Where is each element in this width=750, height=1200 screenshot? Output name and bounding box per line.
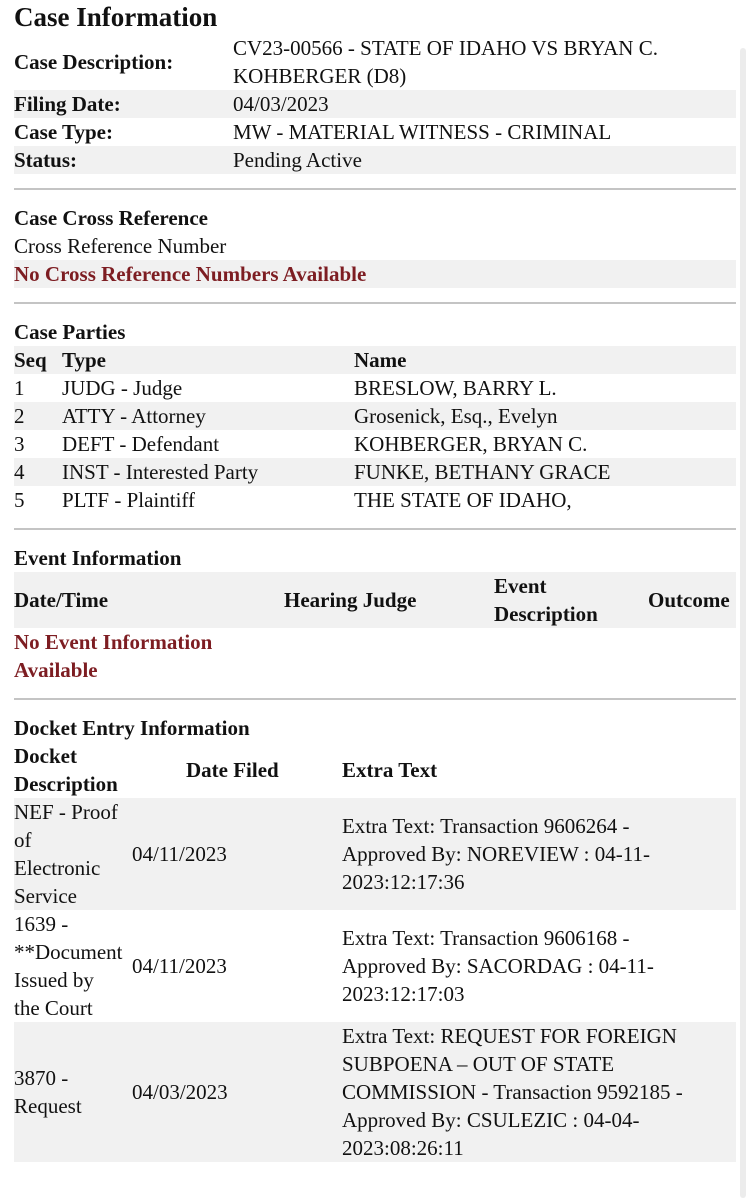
event-table — [14, 572, 736, 684]
docket-description-line: Electronic — [14, 856, 101, 880]
party-name: Grosenick, Esq., Evelyn — [354, 404, 558, 428]
cross-reference-heading: Case Cross Reference — [14, 206, 208, 230]
filing-date-label: Filing Date: — [14, 92, 121, 116]
case-description-value — [233, 34, 736, 90]
party-type: PLTF - Plaintiff — [62, 488, 196, 512]
section-divider — [14, 188, 736, 190]
party-seq: 3 — [14, 432, 25, 456]
case-description-line: CV23-00566 - STATE OF IDAHO VS BRYAN C. — [233, 36, 658, 60]
hearing-judge-column-header: Hearing Judge — [284, 588, 417, 612]
section-divider — [14, 302, 736, 304]
party-name: BRESLOW, BARRY L. — [354, 376, 557, 400]
extra-text-line: Approved By: CSULEZIC : 04-04- — [342, 1108, 640, 1132]
table-row — [14, 430, 736, 458]
party-seq: 5 — [14, 488, 25, 512]
table-row — [14, 486, 736, 514]
docket-description-header-line: Docket — [14, 744, 77, 768]
docket-description-line: the Court — [14, 996, 93, 1020]
table-row — [14, 402, 736, 430]
event-empty-line: No Event Information — [14, 630, 213, 654]
table-row — [14, 1022, 736, 1162]
docket-description-line: of — [14, 828, 32, 852]
case-description-label: Case Description: — [14, 50, 174, 74]
event-information-heading: Event Information — [14, 546, 182, 570]
case-detail-page — [14, 0, 736, 1162]
extra-text-line: 2023:12:17:03 — [342, 982, 465, 1006]
docket-description — [14, 1064, 132, 1120]
parties-header-row — [14, 346, 736, 374]
party-type: INST - Interested Party — [62, 460, 259, 484]
extra-text-line: 2023:08:26:11 — [342, 1136, 464, 1160]
filing-date-value: 04/03/2023 — [233, 92, 329, 116]
docket-description-line: Request — [14, 1094, 82, 1118]
section-divider — [14, 698, 736, 700]
case-information-heading: Case Information — [14, 2, 218, 32]
docket-date-filed: 04/11/2023 — [132, 842, 227, 866]
type-column-header: Type — [62, 348, 106, 372]
party-seq: 4 — [14, 460, 25, 484]
case-type-row — [14, 118, 736, 146]
case-description-row — [14, 34, 736, 90]
party-name: THE STATE OF IDAHO, — [354, 488, 572, 512]
docket-extra-text — [342, 1022, 736, 1162]
docket-date-filed: 04/11/2023 — [132, 954, 227, 978]
datetime-column-header: Date/Time — [14, 588, 109, 612]
status-row — [14, 146, 736, 174]
outcome-column-header: Outcome — [648, 588, 730, 612]
event-description-column-header — [494, 572, 648, 628]
docket-description-line: Service — [14, 884, 77, 908]
docket-description-line: Issued by — [14, 968, 94, 992]
docket-header-row — [14, 742, 736, 798]
cross-reference-column-header: Cross Reference Number — [14, 234, 227, 258]
date-filed-column-header: Date Filed — [186, 758, 279, 782]
section-divider — [14, 528, 736, 530]
party-seq: 1 — [14, 376, 25, 400]
party-seq: 2 — [14, 404, 25, 428]
extra-text-line: Extra Text: REQUEST FOR FOREIGN — [342, 1024, 677, 1048]
extra-text-line: Extra Text: Transaction 9606264 - — [342, 814, 630, 838]
docket-description-line: **Document — [14, 940, 123, 964]
extra-text-line: SUBPOENA – OUT OF STATE — [342, 1052, 615, 1076]
table-row — [14, 458, 736, 486]
cross-reference-empty-message: No Cross Reference Numbers Available — [14, 260, 736, 288]
name-column-header: Name — [354, 348, 407, 372]
docket-table — [14, 742, 736, 1162]
seq-column-header: Seq — [14, 348, 47, 372]
event-description-header-line: Event — [494, 574, 547, 598]
docket-date-filed: 04/03/2023 — [132, 1080, 228, 1104]
docket-extra-text — [342, 924, 736, 1008]
docket-description-line: NEF - Proof — [14, 800, 118, 824]
case-description-line: KOHBERGER (D8) — [233, 64, 407, 88]
table-row — [14, 798, 736, 910]
status-label: Status: — [14, 148, 78, 172]
docket-entry-heading: Docket Entry Information — [14, 716, 250, 740]
docket-description — [14, 798, 132, 910]
docket-description-column-header — [14, 742, 132, 798]
party-type: JUDG - Judge — [62, 376, 183, 400]
extra-text-line: 2023:12:17:36 — [342, 870, 465, 894]
extra-text-line: COMMISSION - Transaction 9592185 - — [342, 1080, 683, 1104]
case-information-table — [14, 34, 736, 174]
event-empty-message — [14, 628, 736, 684]
event-empty-line: Available — [14, 658, 98, 682]
party-name: KOHBERGER, BRYAN C. — [354, 432, 588, 456]
status-value: Pending Active — [233, 148, 362, 172]
filing-date-row — [14, 90, 736, 118]
table-row — [14, 374, 736, 402]
docket-description-header-line: Description — [14, 772, 118, 796]
extra-text-line: Approved By: SACORDAG : 04-11- — [342, 954, 654, 978]
table-row — [14, 910, 736, 1022]
docket-extra-text — [342, 812, 736, 896]
party-type: DEFT - Defendant — [62, 432, 220, 456]
case-type-label: Case Type: — [14, 120, 113, 144]
case-parties-heading: Case Parties — [14, 320, 126, 344]
event-header-row — [14, 572, 736, 628]
case-type-value: MW - MATERIAL WITNESS - CRIMINAL — [233, 120, 612, 144]
party-name: FUNKE, BETHANY GRACE — [354, 460, 611, 484]
scrollbar[interactable] — [740, 48, 746, 1198]
docket-description-line: 3870 - — [14, 1066, 69, 1090]
extra-text-line: Extra Text: Transaction 9606168 - — [342, 926, 630, 950]
case-parties-table — [14, 346, 736, 514]
docket-description-line: 1639 - — [14, 912, 69, 936]
party-type: ATTY - Attorney — [62, 404, 206, 428]
event-description-header-line: Description — [494, 602, 598, 626]
extra-text-line: Approved By: NOREVIEW : 04-11- — [342, 842, 650, 866]
docket-description — [14, 910, 132, 1022]
extra-text-column-header: Extra Text — [342, 758, 438, 782]
